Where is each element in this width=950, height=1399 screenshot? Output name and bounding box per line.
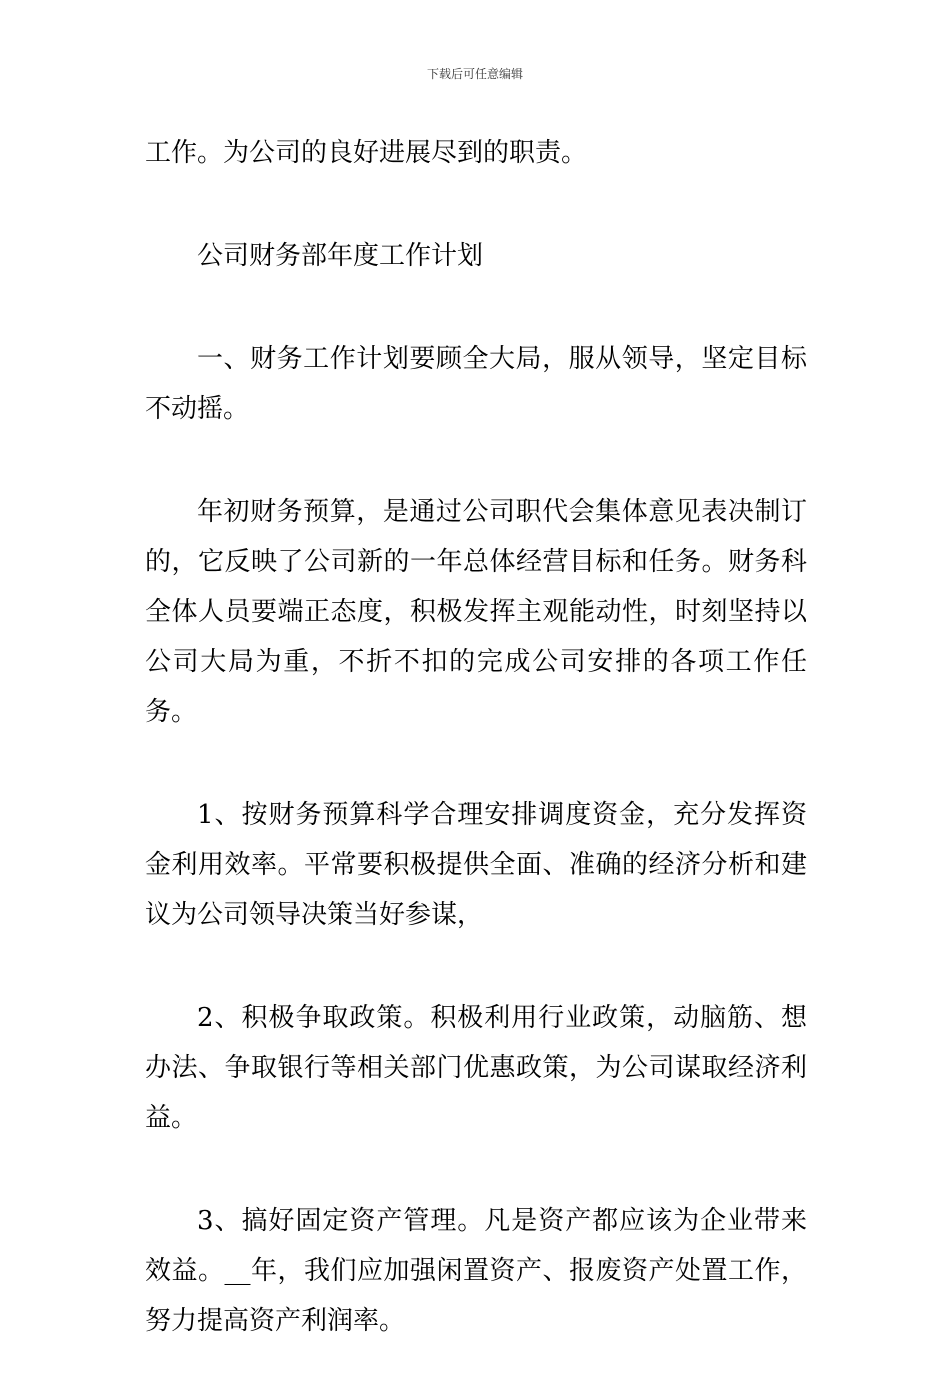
page-header-note: 下载后可任意编辑 — [426, 67, 523, 81]
list-item-1: 1、按财务预算科学合理安排调度资金，充分发挥资金利用效率。平常要积极提供全面、准确的经济分析和建议为公司领导决策当好参谋， — [145, 800, 807, 930]
heading-one: 一、财务工作计划要顾全大局，服从领导，坚定目标不动摇。 — [145, 344, 807, 424]
paragraph-budget: 年初财务预算，是通过公司职代会集体意见表决制订的，它反映了公司新的一年总体经营目标和任务。财务科全体人员要端正态度，积极发挥主观能动性，时刻坚持以公司大局为重，不折不扣的完成公司安排的各项工作任务。 — [145, 497, 807, 727]
section-title: 公司财务部年度工作计划 — [197, 241, 484, 271]
list-item-2: 2、积极争取政策。积极利用行业政策，动脑筋、想办法、争取银行等相关部门优惠政策，为公司谋取经济利益。 — [145, 1003, 807, 1133]
list-item-3: 3、搞好固定资产管理。凡是资产都应该为企业带来效益。__年，我们应加强闲置资产、报废资产处置工作，努力提高资产利润率。 — [145, 1206, 807, 1336]
paragraph-continuation: 工作。为公司的良好进展尽到的职责。 — [145, 138, 588, 168]
document-body — [145, 128, 807, 1399]
